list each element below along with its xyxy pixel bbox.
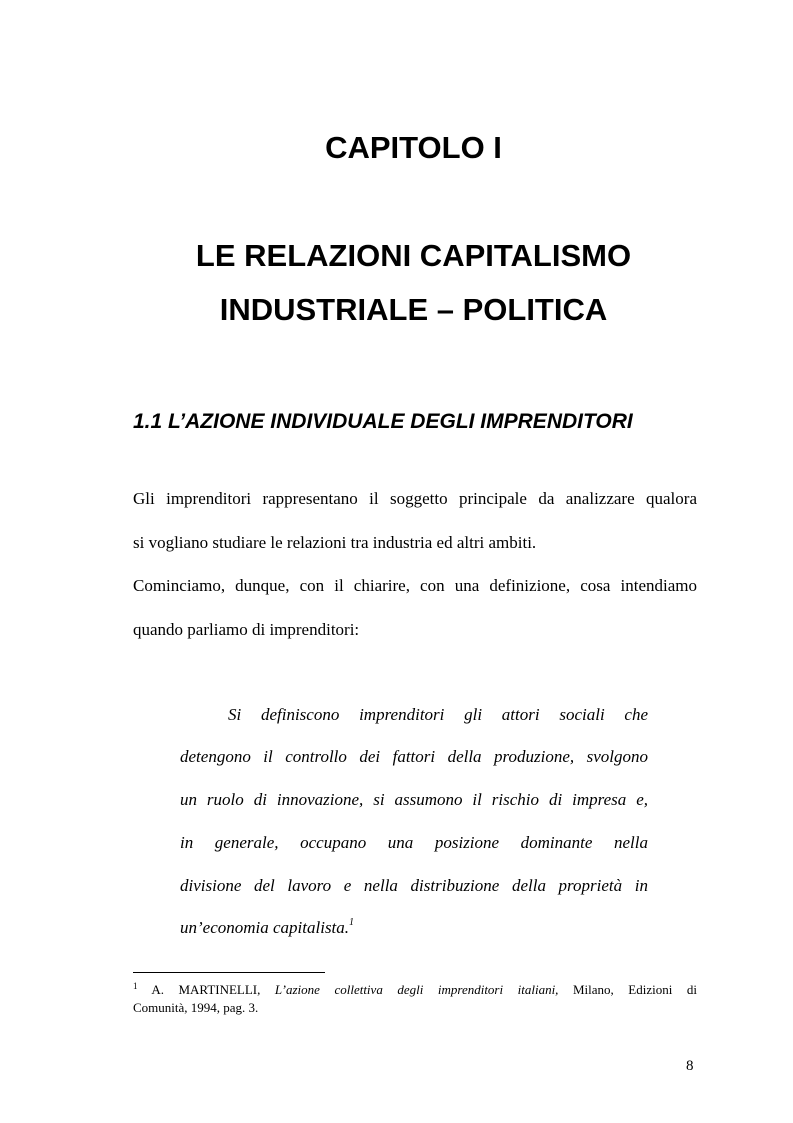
chapter-title-line-2: INDUSTRIALE – POLITICA xyxy=(219,292,608,327)
body-line: Cominciamo, dunque, con il chiarire, con una definizione, cosa intendiamo xyxy=(133,576,697,595)
chapter-title-line-1: LE RELAZIONI CAPITALISMO xyxy=(195,238,632,273)
quote-line: detengono il controllo dei fattori della produzione, svolgono xyxy=(180,747,648,766)
chapter-label: CAPITOLO I xyxy=(325,130,502,165)
quote-line: un ruolo di innovazione, si assumono il rischio di impresa e, xyxy=(180,790,648,809)
quote-line: in generale, occupano una posizione dominante nella xyxy=(180,833,648,852)
quote-last-line xyxy=(180,918,648,941)
quote-last-line-text: un’economia capitalista. xyxy=(180,918,350,937)
footnote-reference[interactable]: 1 xyxy=(349,917,355,928)
body-line: si vogliano studiare le relazioni tra industria ed altri ambiti. xyxy=(133,533,537,552)
quote-line: Si definiscono imprenditori gli attori sociali che xyxy=(228,705,648,724)
quote-line: divisione del lavoro e nella distribuzione della proprietà in xyxy=(180,876,648,895)
footnote-rest: Milano, Edizioni di xyxy=(572,982,697,997)
body-line: quando parliamo di imprenditori: xyxy=(133,620,360,639)
footnote-line-1 xyxy=(133,982,697,999)
footnote-line-2: Comunità, 1994, pag. 3. xyxy=(133,1000,259,1015)
footnote-number: 1 xyxy=(133,981,138,991)
footnote-title: L’azione collettiva degli imprenditori italiani, xyxy=(274,982,559,997)
section-heading: 1.1 L’AZIONE INDIVIDUALE DEGLI IMPRENDITORI xyxy=(133,410,633,433)
footnote-separator xyxy=(133,972,325,973)
body-line: Gli imprenditori rappresentano il soggetto principale da analizzare qualora xyxy=(133,489,697,508)
footnote-author: A. MARTINELLI, xyxy=(151,982,261,997)
page-number: 8 xyxy=(686,1058,694,1074)
